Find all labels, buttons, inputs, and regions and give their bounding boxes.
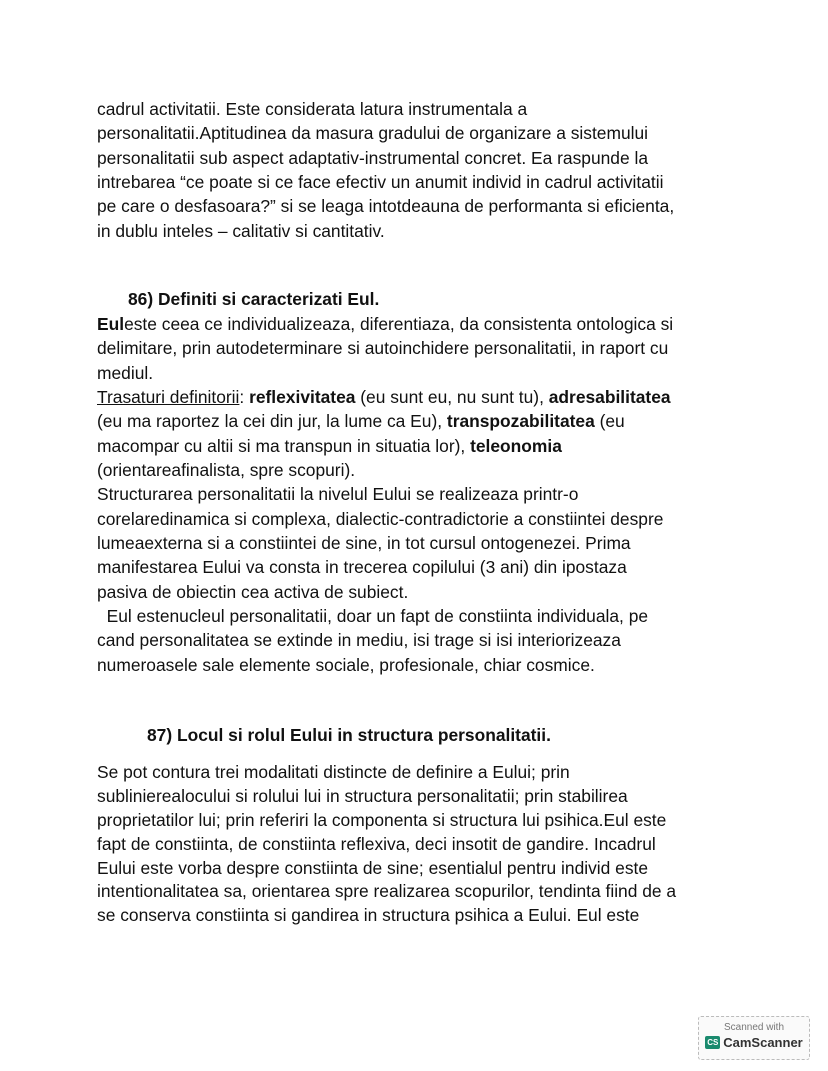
text-line [97, 336, 673, 360]
text-line [97, 507, 673, 531]
text-segment: sublinierealocului si rolului lui in structura personalitatii; prin stabilirea [97, 785, 628, 806]
text-line [97, 361, 673, 385]
text-segment: Eului este vorba despre constiinta de sine; esentialul pentru individ este [97, 857, 649, 878]
text-segment: cand personalitatea se extinde in mediu, isi trage si isi interiorizeaza [97, 630, 621, 651]
text-segment: numeroasele sale elemente sociale, profesionale, chiar cosmice. [97, 654, 595, 675]
text-segment: Structurarea personalitatii la nivelul Eului se realizeaza printr-o [97, 484, 579, 505]
text-segment: pe care o desfasoara?” si se leaga intotdeauna de performanta si eficienta, [97, 196, 675, 217]
text-segment: intrebarea “ce poate si ce face efectiv un anumit individ in cadrul activitatii [97, 172, 664, 193]
heading-question-87: 87) Locul si rolul Eului in structura personalitatii. [147, 725, 551, 745]
text-line [97, 409, 673, 433]
text-segment: cadrul activitatii. Este considerata latura instrumentala a [97, 99, 528, 119]
text-line [97, 121, 674, 145]
camscanner-watermark [698, 1016, 810, 1060]
text-line [97, 146, 674, 170]
text-line [97, 458, 673, 482]
text-segment: (eu sunt eu, nu sunt tu), [355, 387, 549, 408]
text-line [97, 434, 673, 458]
bold-term: adresabilitatea [548, 387, 671, 408]
text-line [97, 219, 674, 243]
text-line [97, 653, 673, 677]
heading-question-86: 86) Definiti si caracterizati Eul. [128, 289, 380, 309]
text-line [97, 312, 673, 336]
text-line [97, 97, 674, 121]
text-line [97, 580, 673, 604]
text-segment: corelaredinamica si complexa, dialectic-contradictorie a constiintei despre [97, 508, 664, 529]
text-segment: (orientareafinalista, spre scopuri). [97, 460, 356, 481]
text-segment: lumeaexterna si a constiintei de sine, in tot cursul ontogenezei. Prima [97, 533, 631, 554]
text-line [97, 628, 673, 652]
text-line [97, 555, 673, 579]
text-line [97, 385, 673, 409]
text-line [97, 809, 676, 833]
text-segment: Se pot contura trei modalitati distincte de definire a Eului; prin [97, 762, 570, 782]
bold-term: teleonomia [470, 435, 562, 456]
bold-term: Eul [97, 314, 125, 334]
text-line [97, 785, 676, 809]
watermark-brand: CamScanner [723, 1035, 803, 1050]
text-line [97, 880, 676, 904]
text-line [97, 170, 674, 194]
text-line [97, 194, 674, 218]
text-line [97, 482, 673, 506]
text-segment: (eu [594, 411, 625, 432]
text-segment: Eul estenucleul personalitatii, doar un fapt de constiinta individuala, pe [97, 606, 649, 627]
text-segment: personalitatii.Aptitudinea da masura gradului de organizare a sistemului [97, 123, 649, 144]
text-segment: manifestarea Eului va consta in trecerea copilului (3 ani) din ipostaza [97, 557, 627, 578]
text-line [97, 761, 676, 785]
text-line [97, 531, 673, 555]
text-segment: in dublu inteles – calitativ si cantitativ. [97, 220, 385, 241]
text-segment: este ceea ce individualizeaza, diferentiaza, da consistenta ontologica si [124, 314, 674, 334]
paragraph-aptitudini-end [97, 97, 674, 243]
bold-term: transpozabilitatea [446, 411, 595, 432]
text-segment: delimitare, prin autodeterminare si autoinchidere personalitatii, in raport cu [97, 338, 669, 359]
text-segment: fapt de constiinta, de constiinta reflexiva, deci insotit de gandire. Incadrul [97, 833, 656, 854]
text-segment: mediul. [97, 362, 154, 383]
text-line [97, 604, 673, 628]
text-segment: pasiva de obiectin cea activa de subiect. [97, 581, 409, 602]
text-segment: intentionalitatea sa, orientarea spre realizarea scopurilor, tendinta fiind de a [97, 881, 677, 902]
text-segment: : [239, 387, 250, 408]
paragraph-question-87 [97, 761, 676, 928]
text-segment: macompar cu altii si ma transpun in situatia lor), [97, 435, 471, 456]
text-line [97, 857, 676, 881]
watermark-scanned-with: Scanned with [723, 1022, 785, 1033]
text-line [97, 833, 676, 857]
text-segment: se conserva constiinta si gandirea in structura psihica a Eului. Eul este [97, 905, 640, 926]
bold-term: reflexivitatea [249, 387, 356, 408]
underlined-label: Trasaturi definitorii [97, 387, 240, 408]
camscanner-logo-icon: CS [707, 1038, 719, 1047]
text-segment: personalitatii sub aspect adaptativ-instrumental concret. Ea raspunde la [97, 147, 649, 168]
text-line [97, 904, 676, 928]
text-segment: (eu ma raportez la cei din jur, la lume ca Eu), [97, 411, 447, 432]
text-segment: proprietatilor lui; prin referiri la componenta si structura lui psihica.Eul este [97, 809, 667, 830]
paragraph-question-86 [97, 312, 673, 677]
